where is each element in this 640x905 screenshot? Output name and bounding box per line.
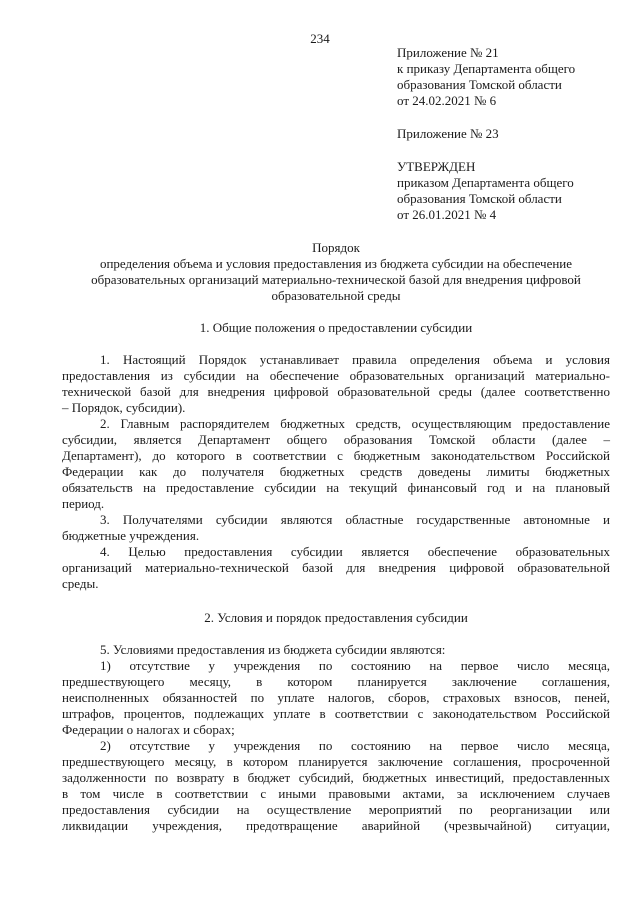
paragraph-line: бюджетные учреждения. — [62, 528, 200, 543]
approved-line: приказом Департамента общего — [397, 175, 574, 190]
paragraph-line: организаций материально-технической базой для внедрения цифровой образовательной — [62, 560, 610, 575]
paragraph-line: субсидии, является Департамент общего образования Томской области (далее – — [62, 432, 610, 447]
appendix-21-line: Приложение № 21 — [397, 45, 499, 60]
paragraph-line: 3. Получателями субсидии являются областные государственные автономные и — [100, 512, 610, 527]
paragraph-line: период. — [62, 496, 105, 511]
paragraph-line: предшествующего месяцу, в котором планируется заключение соглашения, — [62, 674, 610, 689]
paragraph-line: неисполненных обязанностей по уплате налогов, сборов, страховых взносов, пеней, — [62, 690, 610, 705]
paragraph-line: Федерации о налогах и сборах; — [62, 722, 235, 737]
appendix-23-label: Приложение № 23 — [397, 126, 499, 141]
paragraph-line: 2) отсутствие у учреждения по состоянию на первое число месяца, — [100, 738, 610, 753]
appendix-21-line: к приказу Департамента общего — [397, 61, 576, 76]
paragraph-line: 4. Целью предоставления субсидии является обеспечение образовательных — [100, 544, 610, 559]
paragraph-line: обязательств на предоставление субсидии на текущий финансовый год и на плановый — [62, 480, 610, 495]
approved-line: образования Томской области — [397, 191, 562, 206]
paragraph-line: 2. Главным распорядителем бюджетных средств, осуществляющим предоставление — [100, 416, 610, 431]
page-number: 234 — [310, 31, 330, 46]
paragraph-line: штрафов, процентов, подлежащих уплате в соответствии с законодательством Российской — [62, 706, 610, 721]
paragraph-line: Федерации как до получателя бюджетных средств доведены лимиты бюджетных — [62, 464, 610, 479]
paragraph-line: предоставления субсидии на осуществление мероприятий по реорганизации или — [62, 802, 610, 817]
appendix-21-block — [397, 45, 575, 109]
paragraph-line: 1. Настоящий Порядок устанавливает правила определения объема и условия — [100, 352, 610, 367]
appendix-21-line: образования Томской области — [397, 77, 562, 92]
title-line: образовательных организаций материально-технической базой для внедрения цифровой — [91, 272, 581, 287]
approved-line: от 26.01.2021 № 4 — [397, 207, 497, 222]
paragraph-line: задолженности по возврату в бюджет субсидий, бюджетных инвестиций, предоставленных — [62, 770, 610, 785]
section-2-heading — [62, 610, 610, 626]
paragraph-line: технической базой для внедрения цифровой образовательной среды (далее соответственно — [62, 384, 610, 399]
paragraph-line: 1) отсутствие у учреждения по состоянию на первое число месяца, — [100, 658, 610, 673]
title-line: определения объема и условия предоставления из бюджета субсидии на обеспечение — [99, 256, 573, 271]
paragraph-line: – Порядок, субсидии). — [62, 400, 186, 415]
document-title — [62, 240, 610, 304]
paragraph-line: среды. — [62, 576, 99, 591]
paragraph-line: в том числе в соответствии с иными правовыми актами, за исключением случаев — [62, 786, 610, 801]
approved-line: УТВЕРЖДЕН — [397, 159, 476, 174]
approved-block — [397, 159, 574, 223]
section-1-heading-text: 1. Общие положения о предоставлении субсидии — [199, 320, 473, 335]
section-1-heading — [62, 320, 610, 336]
paragraph-line: Департамент), до которого в соответствии с бюджетным законодательством Российской — [62, 448, 610, 463]
appendix-21-line: от 24.02.2021 № 6 — [397, 93, 497, 108]
paragraph-line: предшествующего месяцу, в котором планируется заключение соглашения, просроченной — [62, 754, 610, 769]
appendix-23-block — [397, 126, 499, 142]
title-line: образовательной среды — [271, 288, 401, 303]
section-2-heading-text: 2. Условия и порядок предоставления субсидии — [204, 610, 468, 625]
paragraph-line: ликвидации учреждения, предотвращение аварийной (чрезвычайной) ситуации, — [62, 818, 610, 833]
paragraph-line: предоставления из субсидии на обеспечение образовательных организаций материально- — [62, 368, 610, 383]
paragraph-line: 5. Условиями предоставления из бюджета субсидии являются: — [100, 642, 446, 657]
title-line: Порядок — [312, 240, 360, 255]
